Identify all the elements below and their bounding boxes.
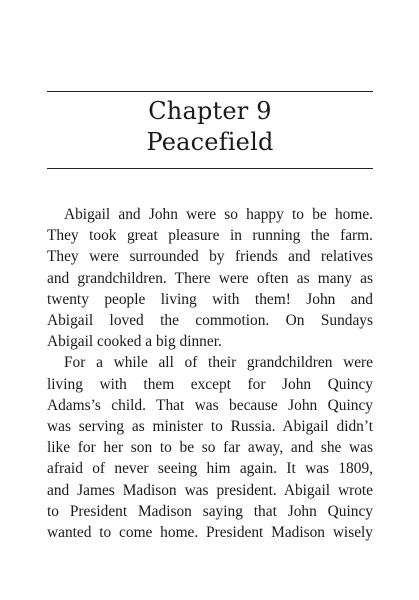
text-line: and James Madison was president. Abigail wrote xyxy=(47,481,373,499)
text-line: Abigail loved the commotion. On Sundays xyxy=(47,312,373,330)
text-line: was serving as minister to Russia. Abigail didn’t xyxy=(47,418,373,436)
text-line: twenty people living with them! John and xyxy=(47,290,373,308)
text-line: and grandchildren. There were often as many as xyxy=(47,269,373,287)
paragraph-2 xyxy=(47,352,373,543)
text-line: They took great pleasure in running the farm. xyxy=(47,227,373,245)
text-line: to President Madison saying that John Quincy xyxy=(47,502,373,520)
chapter-number: Chapter 9 xyxy=(148,97,272,125)
chapter-bottom-rule xyxy=(47,168,373,169)
text-line: living with them except for John Quincy xyxy=(47,375,373,393)
text-line: wanted to come home. President Madison wisely xyxy=(47,524,373,542)
chapter-title: Peacefield xyxy=(146,128,274,156)
text-line: afraid of never seeing him again. It was 1809, xyxy=(47,460,373,478)
text-line: Adams’s child. That was because John Quincy xyxy=(47,396,373,414)
chapter-heading xyxy=(47,96,373,158)
text-line: Abigail cooked a big dinner. xyxy=(47,333,222,351)
chapter-top-rule xyxy=(47,91,373,92)
text-line: Abigail and John were so happy to be home. xyxy=(64,206,373,223)
text-line: like for her son to be so far away, and she was xyxy=(47,439,373,457)
paragraph-1 xyxy=(47,204,373,352)
text-line: For a while all of their grandchildren were xyxy=(64,354,373,372)
body-text xyxy=(47,204,373,543)
text-line: They were surrounded by friends and relatives xyxy=(47,248,373,266)
